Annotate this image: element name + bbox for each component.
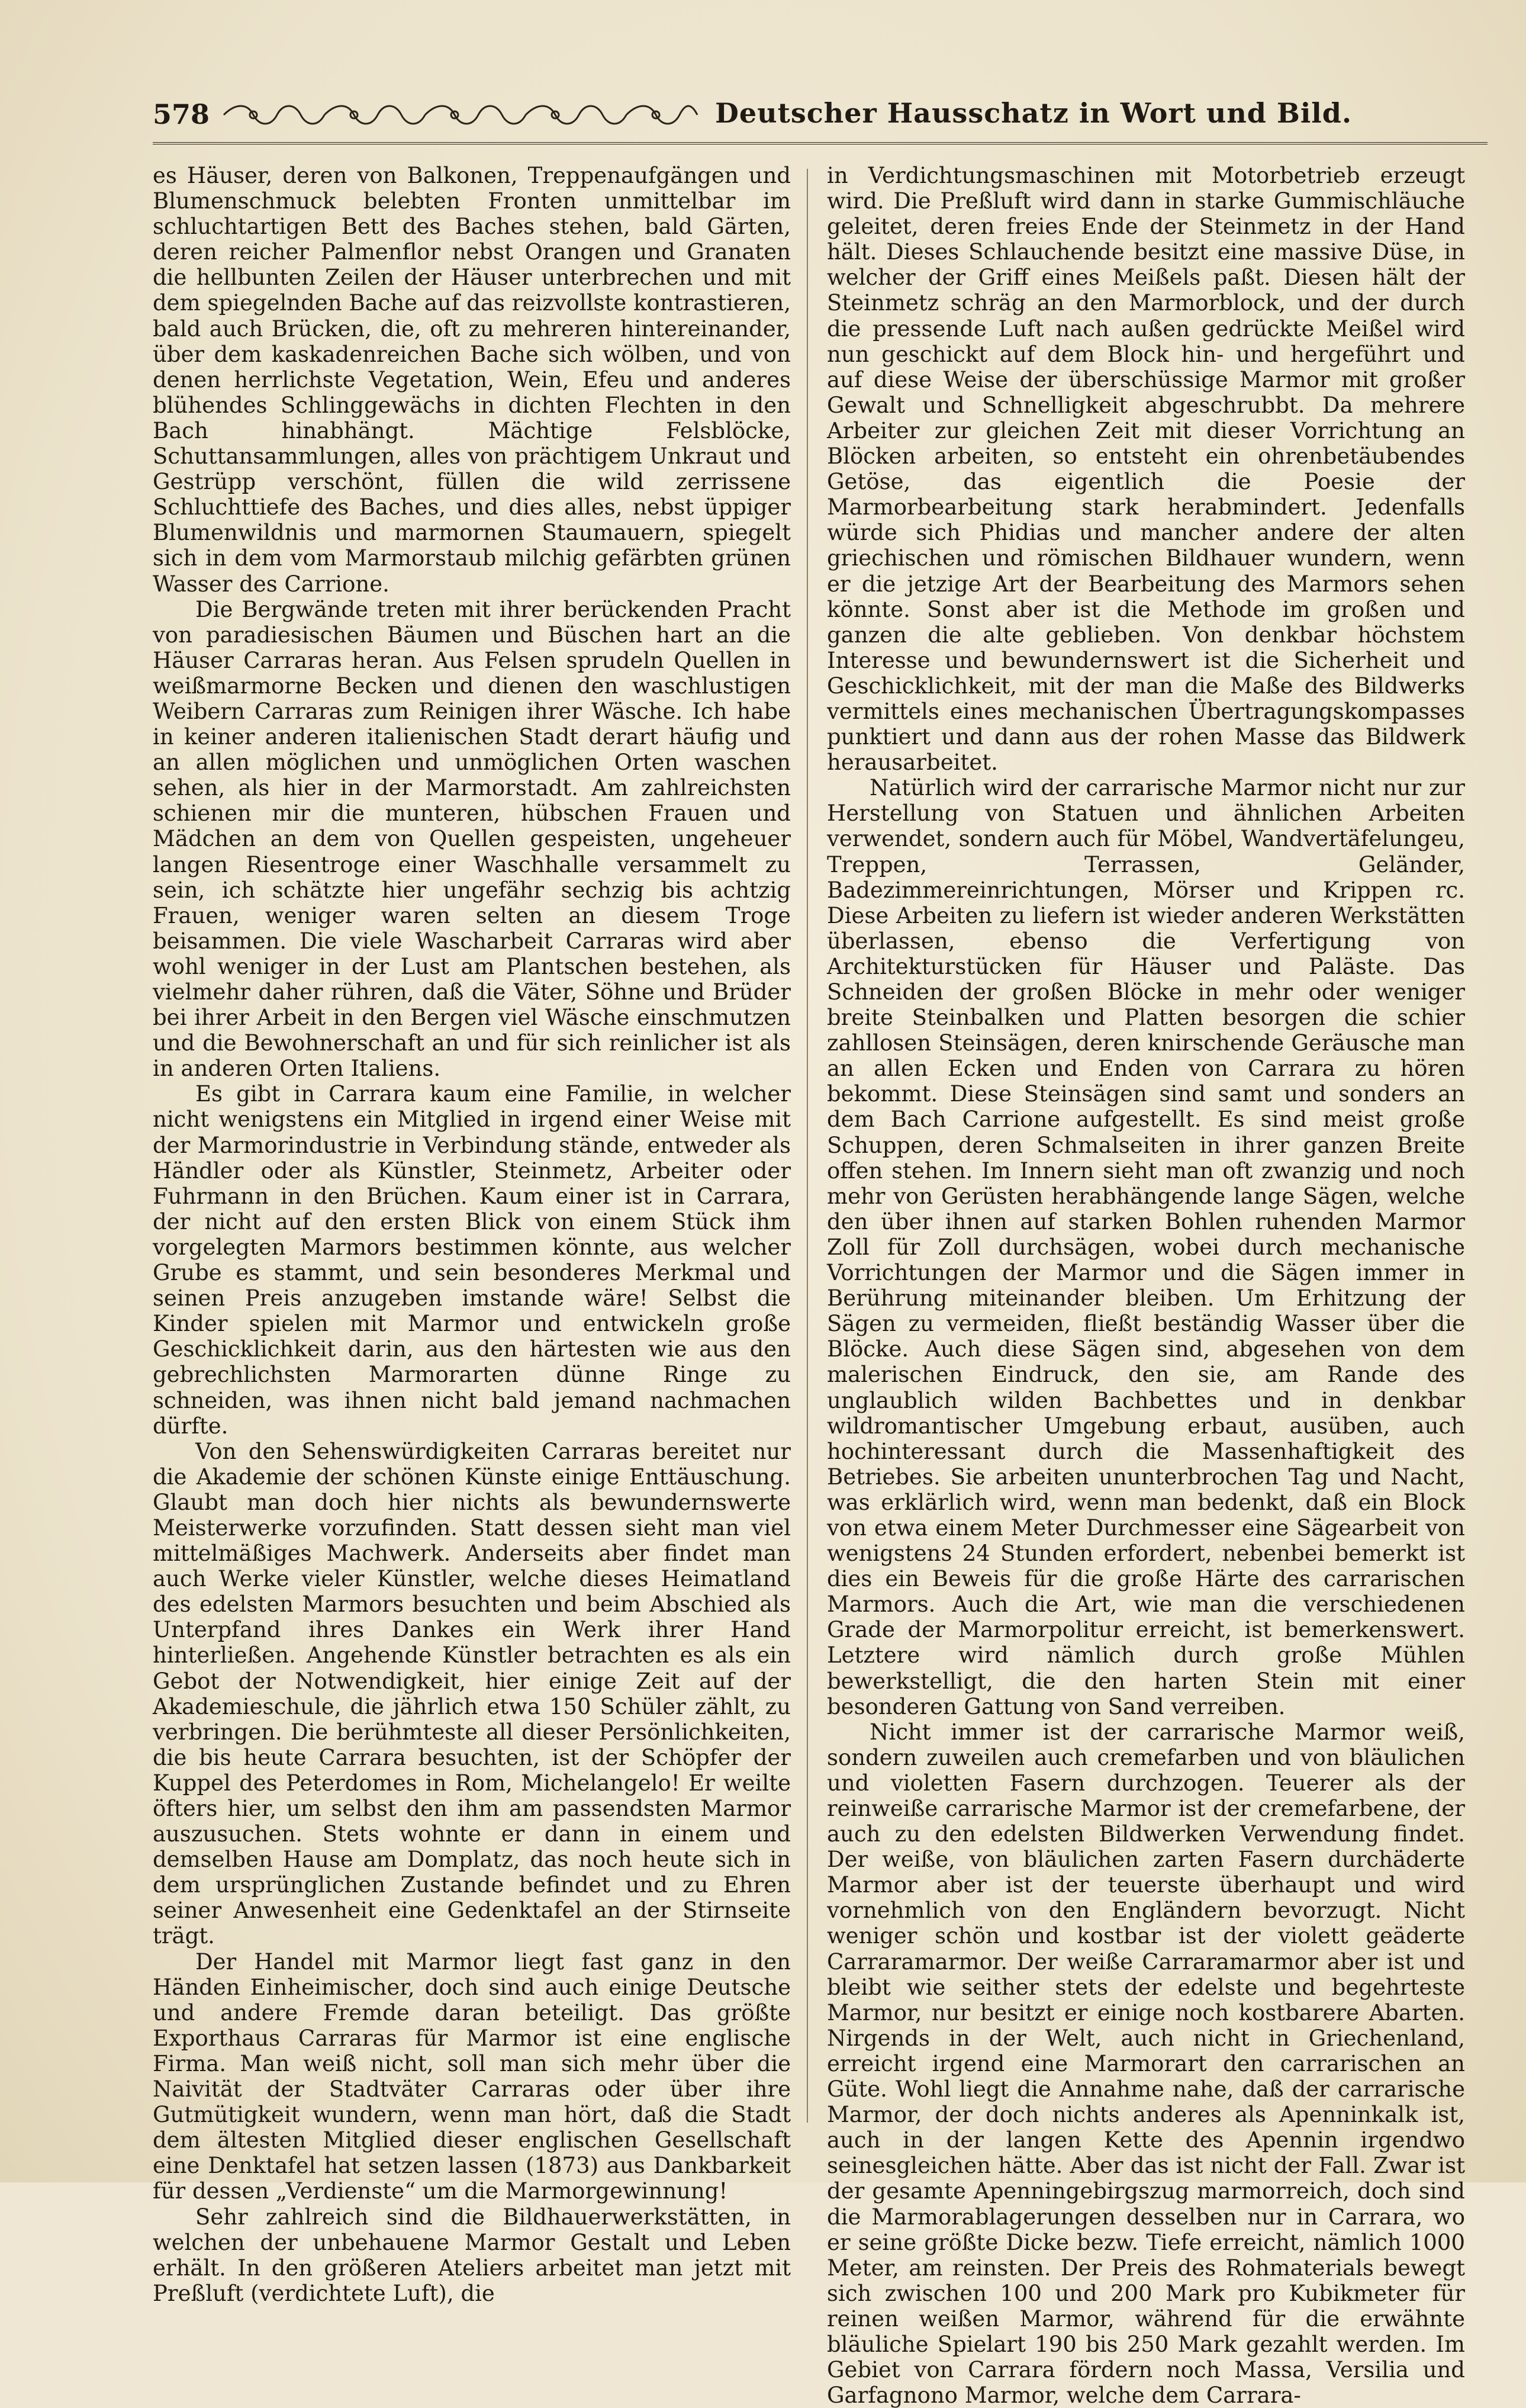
right-column bbox=[827, 163, 1465, 2408]
paragraph: es Häuser, deren von Balkonen, Treppenaufgängen und Blumenschmuck belebten Fronten unmittelbar im schluchtartigen Bett des Baches stehen, bald Gärten, deren reicher Palmenflor nebst Orangen und Granaten die hellbunten Zeilen der Häuser unterbrechen und mit dem spiegelnden Bache auf das reizvollste kontrastieren, bald auch Brücken, die, oft zu mehreren hintereinander, über dem kaskadenreichen Bache sich wölben, und von denen herrlichste Vegetation, Wein, Efeu und anderes blühendes Schlinggewächs in dichten Flechten in den Bach hinabhängt. Mächtige Felsblöcke, Schuttansammlungen, alles von prächtigem Unkraut und Gestrüpp verschönt, füllen die wild zerrissene Schluchttiefe des Baches, und dies alles, nebst üppiger Blumenwildnis und marmornen Staumauern, spiegelt sich in dem vom Marmorstaub milchig gefärbten grünen Wasser des Carrione. bbox=[153, 163, 791, 597]
paragraph: Es gibt in Carrara kaum eine Familie, in welcher nicht wenigstens ein Mitglied in irgend einer Weise mit der Marmorindustrie in Verbindung stände, entweder als Händler oder als Künstler, Steinmetz, Arbeiter oder Fuhrmann in den Brüchen. Kaum einer ist in Carrara, der nicht auf den ersten Blick von einem Stück ihm vorgelegten Marmors bestimmen könnte, aus welcher Grube es stammt, und sein besonderes Merkmal und seinen Preis anzugeben imstande wäre! Selbst die Kinder spielen mit Marmor und entwickeln große Geschicklichkeit darin, aus den härtesten wie aus den gebrechlichsten Marmorarten dünne Ringe zu schneiden, was ihnen nicht bald jemand nachmachen dürfte. bbox=[153, 1081, 791, 1439]
paragraph: Die Bergwände treten mit ihrer berückenden Pracht von paradiesischen Bäumen und Büschen hart an die Häuser Carraras heran. Aus Felsen sprudeln Quellen in weißmarmorne Becken und dienen den waschlustigen Weibern Carraras zum Reinigen ihrer Wäsche. Ich habe in keiner anderen italienischen Stadt derart häufig und an allen möglichen und unmöglichen Orten waschen sehen, als hier in der Marmorstadt. Am zahlreichsten schienen mir die munteren, hübschen Frauen und Mädchen an dem von Quellen gespeisten, ungeheuer langen Riesentroge einer Waschhalle versammelt zu sein, ich schätzte hier ungefähr sechzig bis achtzig Frauen, weniger waren selten an diesem Troge beisammen. Die viele Wascharbeit Carraras wird aber wohl weniger in der Lust am Plantschen bestehen, als vielmehr daher rühren, daß die Väter, Söhne und Brüder bei ihrer Arbeit in den Bergen viel Wäsche einschmutzen und die Bewohnerschaft an und für sich reinlicher ist als in anderen Orten Italiens. bbox=[153, 596, 791, 1082]
page-number: 578 bbox=[153, 98, 210, 130]
paragraph: Nicht immer ist der carrarische Marmor weiß, sondern zuweilen auch cremefarben und von bläulichen und violetten Fasern durchzogen. Teuerer als der reinweiße carrarische Marmor ist der cremefarbene, der auch zu den edelsten Bildwerken Verwendung findet. Der weiße, von bläulichen zarten Fasern durchäderte Marmor aber ist der teuerste überhaupt und wird vornehmlich von den Engländern bevorzugt. Nicht weniger schön und kostbar ist der violett geäderte Carraramarmor. Der weiße Carraramarmor aber ist und bleibt wie seither stets der edelste und begehrteste Marmor, nur besitzt er einige noch kostbarere Abarten. Nirgends in der Welt, auch nicht in Griechenland, erreicht irgend eine Marmorart den carrarischen an Güte. Wohl liegt die Annahme nahe, daß der carrarische Marmor, der doch nichts anderes als Apenninkalk ist, auch in der langen Kette des Apennin irgendwo seinesgleichen hätte. Aber das ist nicht der Fall. Zwar ist der gesamte Apenningebirgszug marmorreich, doch sind die Marmorablagerungen desselben nur in Carrara, wo er seine größte Dicke bezw. Tiefe erreicht, nämlich 1000 Meter, am reinsten. Der Preis des Rohmaterials bewegt sich zwischen 100 und 200 Mark pro Kubikmeter für reinen weißen Marmor, während für die erwähnte bläuliche Spielart 190 bis 250 Mark gezahlt werden. Im Gebiet von Carrara fördern noch Massa, Versilia und Garfagnono Marmor, welche dem Carrara- bbox=[827, 1719, 1465, 2408]
paragraph: Von den Sehenswürdigkeiten Carraras bereitet nur die Akademie der schönen Künste einige Enttäuschung. Glaubt man doch hier nichts als bewundernswerte Meisterwerke vorzufinden. Statt dessen sieht man viel mittelmäßiges Machwerk. Anderseits aber findet man auch Werke vieler Künstler, welche dieses Heimatland des edelsten Marmors besuchten und beim Abschied als Unterpfand ihres Dankes ein Werk ihrer Hand hinterließen. Angehende Künstler betrachten es als ein Gebot der Notwendigkeit, hier einige Zeit auf der Akademieschule, die jährlich etwa 150 Schüler zählt, zu verbringen. Die berühmteste all dieser Persönlichkeiten, die bis heute Carrara besuchten, ist der Schöpfer der Kuppel des Peterdomes in Rom, Michelangelo! Er weilte öfters hier, um selbst den ihm am passendsten Marmor auszusuchen. Stets wohnte er dann in einem und demselben Hause am Domplatz, das noch heute sich in dem ursprünglichen Zustande befindet und zu Ehren seiner Anwesenheit eine Gedenktafel an der Stirnseite trägt. bbox=[153, 1438, 791, 1949]
paragraph: Natürlich wird der carrarische Marmor nicht nur zur Herstellung von Statuen und ähnlichen Arbeiten verwendet, sondern auch für Möbel, Wandvertäfelungeu, Treppen, Terrassen, Geländer, Badezimmereinrichtungen, Mörser und Krippen rc. Diese Arbeiten zu liefern ist wieder anderen Werkstätten überlassen, ebenso die Verfertigung von Architekturstücken für Häuser und Paläste. Das Schneiden der großen Blöcke in mehr oder weniger breite Steinbalken und Platten besorgen die schier zahllosen Steinsägen, deren knirschende Geräusche man an allen Ecken und Enden von Carrara zu hören bekommt. Diese Steinsägen sind samt und sonders an dem Bach Carrione aufgestellt. Es sind meist große Schuppen, deren Schmalseiten in ihrer ganzen Breite offen stehen. Im Innern sieht man oft zwanzig und noch mehr von Gerüsten herabhängende lange Sägen, welche den über ihnen auf starken Bohlen ruhenden Marmor Zoll für Zoll durchsägen, wobei durch mechanische Vorrichtungen der Marmor und die Sägen immer in Berührung miteinander bleiben. Um Erhitzung der Sägen zu vermeiden, fließt beständig Wasser über die Blöcke. Auch diese Sägen sind, abgesehen von dem malerischen Eindruck, den sie, am Rande des unglaublich wilden Bachbettes und in denkbar wildromantischer Umgebung erbaut, ausüben, auch hochinteressant durch die Massenhaftigkeit des Betriebes. Sie arbeiten ununterbrochen Tag und Nacht, was erklärlich wird, wenn man bedenkt, daß ein Block von etwa einem Meter Durchmesser eine Sägearbeit von wenigstens 24 Stunden erfordert, nebenbei bemerkt ist dies ein Beweis für die große Härte des carrarischen Marmors. Auch die Art, wie man die verschiedenen Grade der Marmorpolitur erreicht, ist bemerkenswert. Letztere wird nämlich durch große Mühlen bewerkstelligt, die den harten Stein mit einer besonderen Gattung von Sand verreiben. bbox=[827, 775, 1465, 1719]
header-ornament bbox=[218, 97, 703, 133]
header-rule bbox=[153, 142, 1488, 144]
left-column bbox=[153, 163, 791, 2306]
page-header bbox=[153, 95, 1488, 148]
paragraph: in Verdichtungsmaschinen mit Motorbetrieb erzeugt wird. Die Preßluft wird dann in starke Gummischläuche geleitet, deren freies Ende der Steinmetz in der Hand hält. Dieses Schlauchende besitzt eine massive Düse, in welcher der Griff eines Meißels paßt. Diesen hält der Steinmetz schräg an den Marmorblock, und der durch die pressende Luft nach außen gedrückte Meißel wird nun geschickt auf dem Block hin- und hergeführt und auf diese Weise der überschüssige Marmor mit großer Gewalt und Schnelligkeit abgeschrubbt. Da mehrere Arbeiter zur gleichen Zeit mit dieser Vorrichtung an Blöcken arbeiten, so entsteht ein ohrenbetäubendes Getöse, das eigentlich die Poesie der Marmorbearbeitung stark herabmindert. Jedenfalls würde sich Phidias und mancher andere der alten griechischen und römischen Bildhauer wundern, wenn er die jetzige Art der Bearbeitung des Marmors sehen könnte. Sonst aber ist die Methode im großen und ganzen die alte geblieben. Von denkbar höchstem Interesse und bewundernswert ist die Sicherheit und Geschicklichkeit, mit der man die Maße des Bildwerks vermittels eines mechanischen Übertragungskompasses punktiert und dann aus der rohen Masse das Bildwerk herausarbeitet. bbox=[827, 163, 1465, 776]
column-divider bbox=[807, 169, 808, 2123]
paragraph: Sehr zahlreich sind die Bildhauerwerkstätten, in welchen der unbehauene Marmor Gestalt und Leben erhält. In den größeren Ateliers arbeitet man jetzt mit Preßluft (verdichtete Luft), die bbox=[153, 2204, 791, 2306]
running-title: Deutscher Hausschatz in Wort und Bild. bbox=[715, 97, 1352, 129]
paragraph: Der Handel mit Marmor liegt fast ganz in den Händen Einheimischer, doch sind auch einige Deutsche und andere Fremde daran beteiligt. Das größte Exporthaus Carraras für Marmor ist eine englische Firma. Man weiß nicht, soll man sich mehr über die Naivität der Stadtväter Carraras oder über ihre Gutmütigkeit wundern, wenn man hört, daß die Stadt dem ältesten Mitglied dieser englischen Gesellschaft eine Denktafel hat setzen lassen (1873) aus Dankbarkeit für dessen „Verdienste“ um die Marmorgewinnung! bbox=[153, 1949, 791, 2204]
